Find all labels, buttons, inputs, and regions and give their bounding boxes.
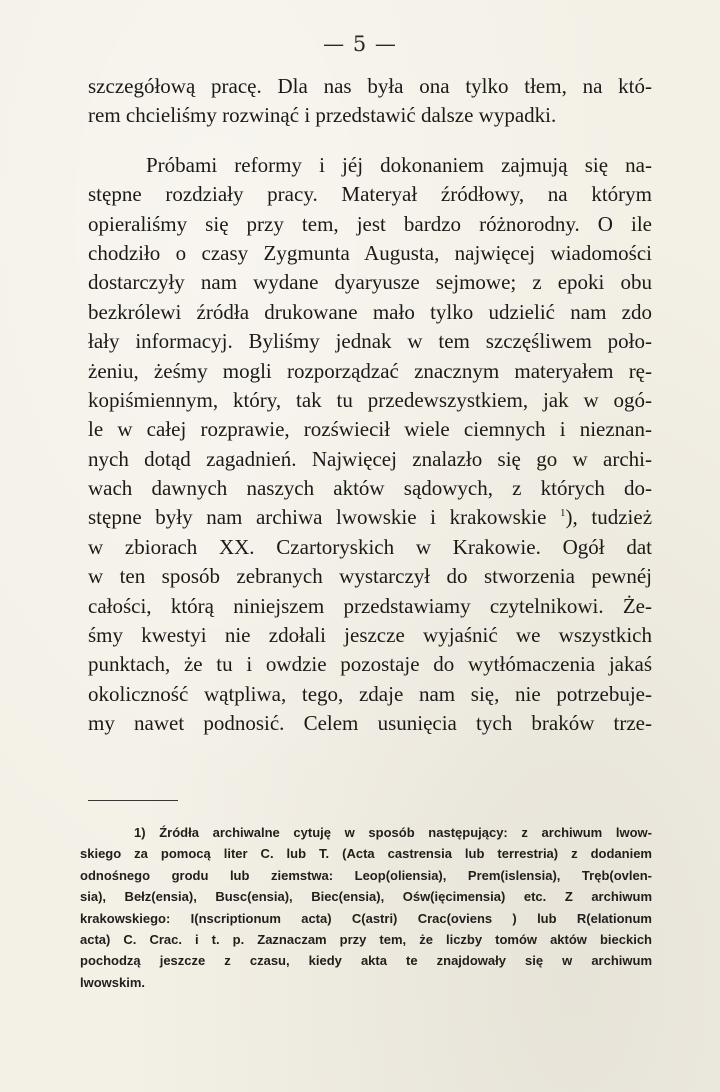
- text-line: punktach, że tu i owdzie pozostaje do wytłómaczenia jakaś: [88, 652, 652, 677]
- text-line-with-footnote: [88, 503, 652, 532]
- footnote-line: pochodzą jeszcze z czasu, kiedy akta te znajdowały się w archiwum: [80, 953, 652, 969]
- footnote-line: acta) C. Crac. i t. p. Zaznaczam przy tem, że liczby tomów aktów bieckich: [80, 931, 652, 947]
- footnote-line: sia), Bełz(ensia), Busc(ensia), Biec(ensia), Ośw(ięcimensia) etc. Z archiwum: [80, 889, 652, 905]
- text-line: w zbiorach XX. Czartoryskich w Krakowie. Ogół dat: [88, 534, 652, 559]
- footnote-line: lwowskim.: [80, 974, 146, 990]
- text-line: łały informacyj. Byliśmy jednak w tem szczęśliwem poło-: [88, 329, 652, 354]
- text-line: chodziło o czasy Zygmunta Augusta, najwięcej wiadomości: [88, 240, 652, 265]
- footnote-divider: [88, 800, 178, 801]
- text-line: rem chcieliśmy rozwinąć i przedstawić dalsze wypadki.: [88, 103, 557, 128]
- text-line: śmy kwestyi nie zdołali jeszcze wyjaśnić we wszystkich: [88, 623, 652, 648]
- text-fragment: stępne były nam archiwa lwowskie i krakowskie: [88, 505, 547, 530]
- footnote-reference: 1: [560, 507, 566, 520]
- main-text: [88, 72, 652, 739]
- text-line: dostarczyły nam wydane dyaryusze sejmowe; z epoki obu: [88, 270, 652, 295]
- text-line: my nawet podnosić. Celem usunięcia tych braków trze-: [88, 711, 652, 736]
- text-fragment: ), tudzież: [565, 505, 653, 530]
- text-line: okoliczność wątpliwa, tego, zdaje nam się, nie potrzebuje-: [88, 681, 652, 706]
- text-line: żeniu, żeśmy mogli rozporządzać znacznym materyałem rę-: [88, 358, 652, 383]
- text-line: wach dawnych naszych aktów sądowych, z których do-: [88, 476, 652, 501]
- text-line: nych dotąd zagadnień. Najwięcej znalazło się go w archi-: [88, 446, 652, 471]
- text-line: kopiśmiennym, który, tak tu przedewszystkiem, jak w ogó-: [88, 387, 652, 412]
- footnote-line: [80, 822, 652, 843]
- text-line: le w całej rozprawie, rozświecił wiele ciemnych i nieznan-: [88, 417, 652, 442]
- text-line: całości, którą niniejszem przedstawiamy czytelnikowi. Że-: [88, 593, 652, 618]
- text-line: opieraliśmy się przy tem, jest bardzo różnorodny. O ile: [88, 211, 652, 236]
- footnote-line: skiego za pomocą liter C. lub T. (Acta castrensia lub terrestria) z dodaniem: [80, 846, 652, 862]
- footnote-line: krakowskiego: I(nscriptionum acta) C(astri) Crac(oviens ) lub R(elationum: [80, 910, 652, 926]
- footnote: [80, 822, 652, 993]
- footnote-line: odnośnego grodu lub ziemstwa: Leop(oliensia), Prem(islensia), Tręb(ovlen-: [80, 867, 652, 883]
- text-line: Próbami reformy i jéj dokonaniem zajmują się na-: [146, 152, 652, 177]
- text-line: szczegółową pracę. Dla nas była ona tylko tłem, na któ-: [88, 74, 652, 98]
- text-line: stępne rozdziały pracy. Materyał źródłowy, na którym: [88, 182, 652, 207]
- footnote-text: Źródła archiwalne cytuję w sposób następujący: z archiwum lwow-: [159, 825, 652, 840]
- text-line: w ten sposób zebranych wystarczył do stworzenia pewnéj: [88, 564, 652, 589]
- text-line: bezkrólewi źródła drukowane mało tylko udzielić nam zdo: [88, 299, 652, 324]
- paragraph-gap: [88, 131, 652, 151]
- footnote-marker: 1): [134, 825, 146, 840]
- page-number: — 5 —: [323, 32, 397, 56]
